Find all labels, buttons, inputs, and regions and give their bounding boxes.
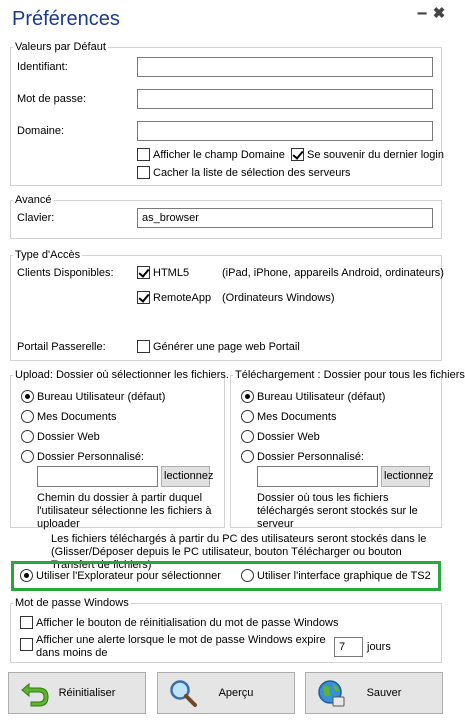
defaults-legend: Valeurs par Défaut bbox=[15, 41, 106, 53]
portal-checkbox[interactable] bbox=[137, 340, 150, 353]
reset-button-label[interactable]: Afficher le bouton de réinitialisation du mot de passe Windows bbox=[36, 617, 339, 629]
save-button[interactable] bbox=[305, 672, 443, 714]
download-web-radio[interactable] bbox=[241, 430, 254, 443]
preview-button[interactable] bbox=[157, 672, 295, 714]
expiry-alert-checkbox[interactable] bbox=[20, 638, 33, 651]
html5-checkbox[interactable] bbox=[137, 266, 150, 279]
upload-documents-label[interactable]: Mes Documents bbox=[37, 411, 117, 423]
upload-desktop-radio[interactable] bbox=[21, 390, 34, 403]
remoteapp-description: (Ordinateurs Windows) bbox=[222, 292, 335, 304]
download-desktop-radio[interactable] bbox=[241, 390, 254, 403]
download-web-label[interactable]: Dossier Web bbox=[257, 431, 320, 443]
html5-label[interactable]: HTML5 bbox=[153, 267, 190, 279]
days-unit-label: jours bbox=[367, 641, 391, 653]
upload-desktop-label[interactable]: Bureau Utilisateur (défaut) bbox=[37, 391, 166, 403]
upload-legend: Upload: Dossier où sélectionner les fichiers. bbox=[15, 369, 229, 381]
remember-login-checkbox[interactable] bbox=[291, 148, 304, 161]
domain-label: Domaine: bbox=[17, 125, 65, 137]
upload-web-radio[interactable] bbox=[21, 430, 34, 443]
password-label: Mot de passe: bbox=[17, 93, 87, 105]
close-icon[interactable]: ✖ bbox=[432, 5, 446, 22]
download-custom-radio[interactable] bbox=[241, 450, 254, 463]
download-documents-radio[interactable] bbox=[241, 410, 254, 423]
identifier-label: Identifiant: bbox=[17, 61, 68, 73]
window-title: Préférences bbox=[12, 8, 120, 30]
domain-input[interactable] bbox=[137, 121, 433, 141]
reset-button[interactable] bbox=[8, 672, 146, 714]
upload-documents-radio[interactable] bbox=[21, 410, 34, 423]
upload-custom-radio[interactable] bbox=[21, 450, 34, 463]
remember-login-label[interactable]: Se souvenir du dernier login bbox=[307, 149, 444, 161]
download-path-input[interactable] bbox=[257, 466, 378, 487]
advanced-legend: Avancé bbox=[15, 194, 52, 206]
remoteapp-checkbox[interactable] bbox=[137, 291, 150, 304]
expiry-days-input[interactable] bbox=[334, 637, 363, 657]
keyboard-label: Clavier: bbox=[17, 212, 55, 224]
identifier-input[interactable] bbox=[137, 57, 433, 77]
remoteapp-label[interactable]: RemoteApp bbox=[153, 292, 212, 304]
undo-arrow-icon bbox=[19, 678, 49, 708]
minimize-icon[interactable]: 🗕 bbox=[416, 4, 428, 21]
keyboard-input[interactable] bbox=[137, 208, 433, 228]
password-input[interactable] bbox=[137, 89, 433, 109]
gui-label[interactable]: Utiliser l'interface graphique de TS2 bbox=[257, 570, 431, 582]
expiry-alert-label[interactable]: Afficher une alerte lorsque le mot de passe Windows expire dans moins de bbox=[36, 634, 326, 659]
save-button-label-text: Sauver bbox=[366, 687, 402, 699]
hide-server-list-label[interactable]: Cacher la liste de sélection des serveurs bbox=[153, 167, 351, 179]
show-domain-checkbox[interactable] bbox=[137, 148, 150, 161]
download-custom-label[interactable]: Dossier Personnalisé: bbox=[257, 451, 364, 463]
download-desktop-label[interactable]: Bureau Utilisateur (défaut) bbox=[257, 391, 386, 403]
download-browse-button[interactable]: lectionnez bbox=[381, 466, 430, 487]
winpass-legend: Mot de passe Windows bbox=[15, 597, 129, 609]
preview-button-label-text: Aperçu bbox=[218, 687, 254, 699]
hide-server-list-checkbox[interactable] bbox=[137, 166, 150, 179]
reset-button-label-text: Réinitialiser bbox=[58, 687, 116, 699]
download-note: Dossier où tous les fichiers téléchargés seront stockés sur le serveur bbox=[257, 492, 418, 530]
globe-save-icon bbox=[316, 678, 346, 708]
upload-custom-label[interactable]: Dossier Personnalisé: bbox=[37, 451, 144, 463]
magnifier-icon bbox=[168, 678, 198, 708]
portal-label: Portail Passerelle: bbox=[17, 341, 106, 353]
upload-path-input[interactable] bbox=[37, 466, 158, 487]
portal-option-label[interactable]: Générer une page web Portail bbox=[153, 341, 300, 353]
transfer-note: Les fichiers téléchargés à partir du PC des utilisateurs seront stockés dans le (Glisser/Déposer depuis le PC utilisateur, bouton Télécharger ou bouton Transfert de fichiers) bbox=[51, 533, 427, 571]
html5-description: (iPad, iPhone, appareils Android, ordinateurs) bbox=[222, 267, 444, 279]
upload-note: Chemin du dossier à partir duquel l'utilisateur sélectionne les fichiers à uploader bbox=[37, 492, 212, 530]
download-legend: Téléchargement : Dossier pour tous les fichiers bbox=[235, 369, 465, 381]
explorer-radio[interactable] bbox=[20, 569, 33, 582]
explorer-label[interactable]: Utiliser l'Explorateur pour sélectionner bbox=[36, 570, 221, 582]
gui-radio[interactable] bbox=[241, 569, 254, 582]
access-legend: Type d'Accès bbox=[15, 249, 81, 261]
reset-button-checkbox[interactable] bbox=[20, 616, 33, 629]
upload-browse-button[interactable]: lectionnez bbox=[161, 466, 210, 487]
upload-web-label[interactable]: Dossier Web bbox=[37, 431, 100, 443]
show-domain-label[interactable]: Afficher le champ Domaine bbox=[153, 149, 285, 161]
clients-label: Clients Disponibles: bbox=[17, 267, 114, 279]
download-documents-label[interactable]: Mes Documents bbox=[257, 411, 337, 423]
